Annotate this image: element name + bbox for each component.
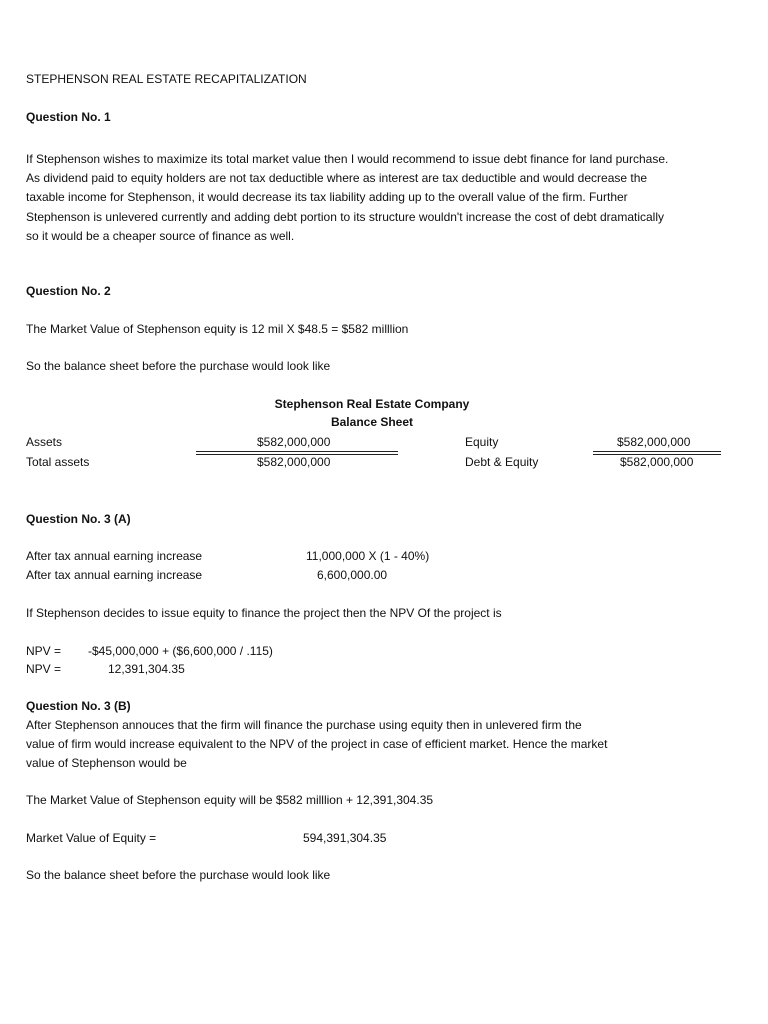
document-title: STEPHENSON REAL ESTATE RECAPITALIZATION	[26, 72, 307, 86]
question-2-heading: Question No. 2	[26, 284, 111, 298]
question-1-line: so it would be a cheaper source of finance as well.	[26, 228, 295, 243]
balance-row-value: $582,000,000	[620, 455, 694, 469]
earning-value: 6,600,000.00	[317, 568, 388, 582]
earning-label: After tax annual earning increase	[26, 568, 203, 582]
balance-row-label: Total assets	[26, 455, 90, 469]
balance-row-value: $582,000,000	[257, 435, 331, 449]
earning-label: After tax annual earning increase	[26, 549, 203, 563]
question-3b-answer	[26, 716, 726, 774]
question-3b-heading: Question No. 3 (B)	[26, 699, 131, 713]
question-1-line: taxable income for Stephenson, it would decrease its tax liability adding up to the overall value of the firm. Further	[26, 190, 628, 205]
question-1-line: If Stephenson wishes to maximize its total market value then I would recommend to issue debt finance for land purchase.	[26, 152, 669, 166]
npv-formula: -$45,000,000 + ($6,600,000 / .115)	[88, 644, 273, 658]
npv-label: NPV =	[26, 662, 62, 676]
question-1-line: As dividend paid to equity holders are not tax deductible where as interest are tax deductible and would decrease the	[26, 171, 648, 186]
npv-intro: If Stephenson decides to issue equity to finance the project then the NPV Of the project is	[26, 606, 502, 620]
balance-sheet-company: Stephenson Real Estate Company	[274, 397, 470, 411]
balance-sheet-intro: So the balance sheet before the purchase would look like	[26, 359, 331, 373]
balance-row-label: Assets	[26, 435, 63, 449]
market-value-statement-3b: The Market Value of Stephenson equity will be $582 milllion + 12,391,304.35	[26, 793, 434, 807]
question-1-heading: Question No. 1	[26, 110, 111, 124]
balance-sheet-subtitle: Balance Sheet	[330, 415, 414, 429]
balance-sheet-intro-3b: So the balance sheet before the purchase would look like	[26, 868, 331, 882]
npv-result: 12,391,304.35	[108, 662, 185, 676]
question-3b-line: value of firm would increase equivalent to the NPV of the project in case of efficient market. Hence the market	[26, 737, 608, 752]
balance-row-label: Debt & Equity	[465, 455, 539, 469]
npv-label: NPV =	[26, 644, 62, 658]
market-value-statement: The Market Value of Stephenson equity is 12 mil X $48.5 = $582 milllion	[26, 322, 409, 336]
question-3a-heading: Question No. 3 (A)	[26, 512, 131, 526]
double-underline-right-top	[593, 451, 721, 452]
question-3b-line: value of Stephenson would be	[26, 756, 187, 771]
market-value-equity-value: 594,391,304.35	[303, 831, 387, 845]
double-underline-left-top	[196, 451, 398, 452]
balance-row-value: $582,000,000	[257, 455, 331, 469]
market-value-equity-label: Market Value of Equity =	[26, 831, 157, 845]
balance-row-value: $582,000,000	[617, 435, 691, 449]
question-1-answer	[26, 150, 726, 246]
balance-row-label: Equity	[465, 435, 499, 449]
question-3b-line: After Stephenson annouces that the firm will finance the purchase using equity then in unlevered firm the	[26, 718, 582, 732]
question-1-line: Stephenson is unlevered currently and adding debt portion to its structure wouldn't increase the cost of debt dramatically	[26, 209, 664, 224]
earning-value: 11,000,000 X (1 - 40%)	[306, 549, 430, 563]
